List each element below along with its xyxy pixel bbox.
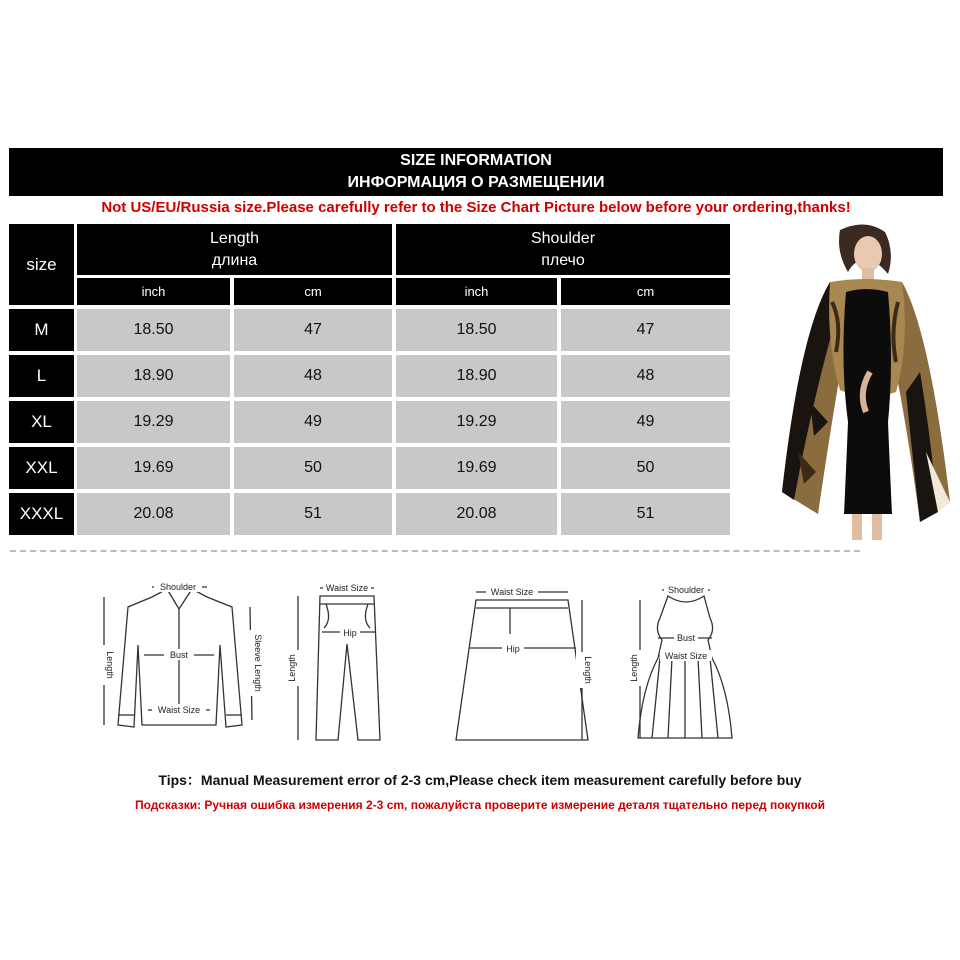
shirt-length-label: Length [105, 651, 115, 679]
unit-header: cm [561, 278, 730, 305]
pants-sketch [287, 580, 390, 750]
table-cell: 18.50 [396, 309, 557, 351]
size-label: XXXL [9, 493, 74, 535]
pants-waist-label: Waist Size [325, 583, 369, 593]
size-information-banner [9, 148, 943, 196]
unit-header: cm [234, 278, 392, 305]
table-cell: 51 [234, 493, 392, 535]
shoulder-label-en: Shoulder [530, 229, 596, 247]
table-cell: 50 [561, 447, 730, 489]
pants-hip-label: Hip [343, 628, 357, 638]
section-divider [10, 550, 860, 552]
shirt-bust-label: Bust [169, 650, 189, 660]
shoulder-label-ru: плечо [541, 251, 585, 269]
shirt-shoulder-label: Shoulder [159, 582, 197, 592]
shirt-sketch [92, 575, 267, 745]
table-cell: 49 [234, 401, 392, 443]
skirt-length-label: Length [583, 656, 593, 684]
measurement-tips-ru: Подсказки: Ручная ошибка измерения 2-3 cm, пожалуйста проверите измерение деталя тщательно перед покупкой [134, 798, 826, 812]
size-label: M [9, 309, 74, 351]
unit-header: inch [396, 278, 557, 305]
banner-title-en: SIZE INFORMATION [400, 152, 552, 169]
size-column-header: size [9, 224, 74, 305]
skirt-waist-label: Waist Size [490, 587, 534, 597]
length-label-ru: длина [211, 251, 258, 269]
table-cell: 47 [561, 309, 730, 351]
table-cell: 19.69 [396, 447, 557, 489]
dress-bust-label: Bust [676, 633, 696, 643]
pants-length-label: Length [287, 654, 297, 682]
table-cell: 51 [561, 493, 730, 535]
dress-shoulder-label: Shoulder [667, 585, 705, 595]
table-cell: 48 [561, 355, 730, 397]
table-cell: 49 [561, 401, 730, 443]
table-cell: 20.08 [77, 493, 230, 535]
dress-waist-label: Waist Size [664, 651, 708, 661]
table-cell: 20.08 [396, 493, 557, 535]
table-cell: 18.90 [77, 355, 230, 397]
dress-sketch [628, 578, 738, 748]
table-cell: 47 [234, 309, 392, 351]
table-cell: 18.90 [396, 355, 557, 397]
model-photo [770, 222, 960, 540]
skirt-sketch [448, 582, 603, 747]
shirt-sleeve-label: Sleeve Length [253, 634, 263, 692]
size-warning: Not US/EU/Russia size.Please carefully refer to the Size Chart Picture below before your ordering,thanks! [101, 199, 851, 216]
size-label: XXL [9, 447, 74, 489]
table-cell: 19.69 [77, 447, 230, 489]
length-group-header [77, 224, 392, 275]
unit-header: inch [77, 278, 230, 305]
shirt-waist-label: Waist Size [157, 705, 201, 715]
table-cell: 48 [234, 355, 392, 397]
table-cell: 19.29 [396, 401, 557, 443]
length-label-en: Length [210, 229, 259, 247]
dress-length-label: Length [629, 654, 639, 682]
size-label: L [9, 355, 74, 397]
table-cell: 19.29 [77, 401, 230, 443]
shoulder-group-header [396, 224, 730, 275]
table-cell: 18.50 [77, 309, 230, 351]
banner-title-ru: ИНФОРМАЦИЯ О РАЗМЕЩЕНИИ [347, 174, 605, 191]
table-cell: 50 [234, 447, 392, 489]
skirt-hip-label: Hip [506, 644, 520, 654]
measurement-tips-en: Tips：Manual Measurement error of 2-3 cm,Please check item measurement carefully before buy [158, 772, 802, 788]
size-label: XL [9, 401, 74, 443]
